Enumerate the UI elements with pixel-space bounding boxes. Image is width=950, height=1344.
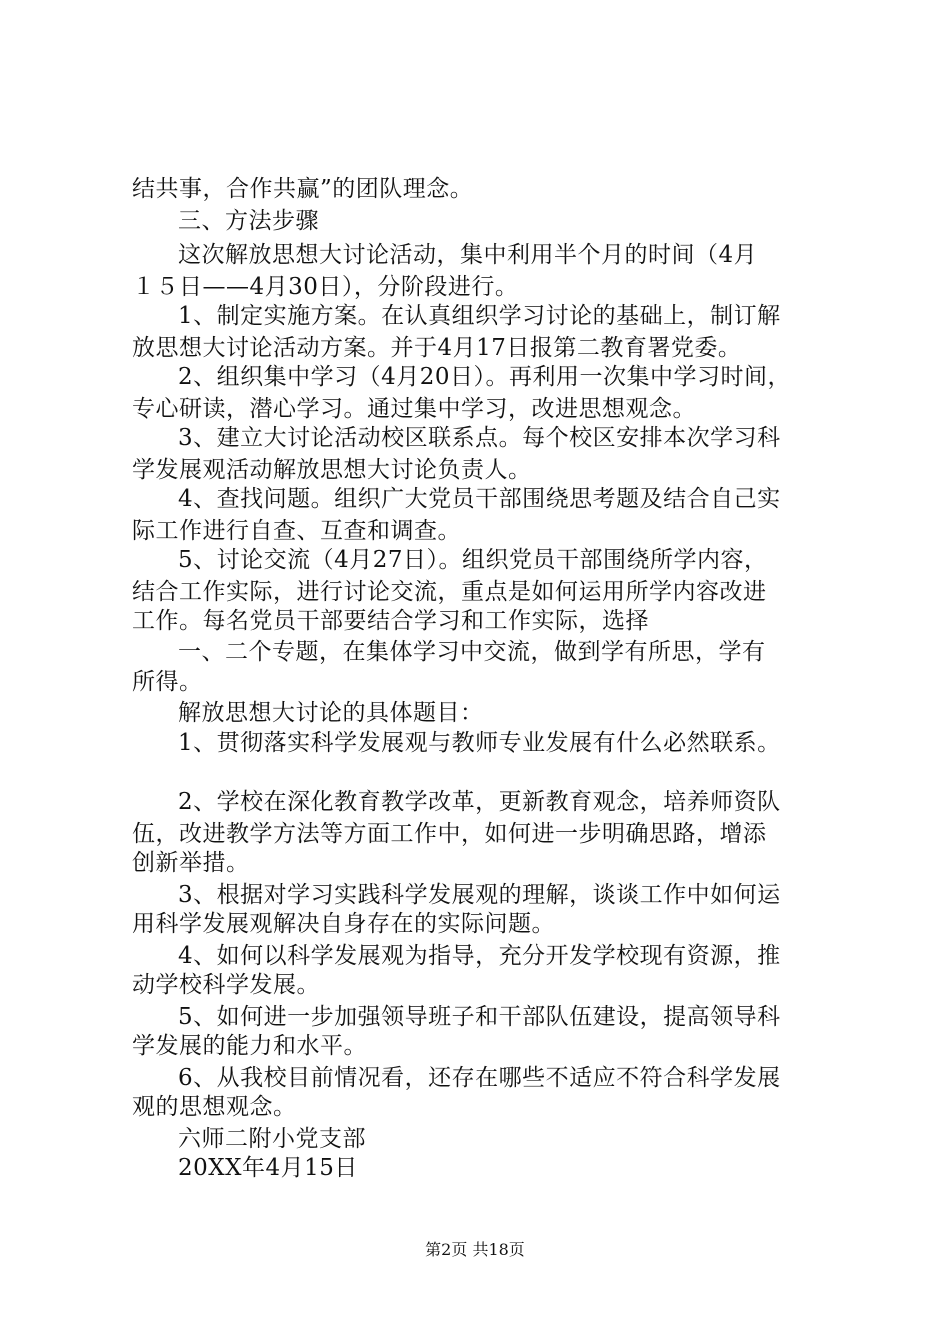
- text-line: 一、二个专题，在集体学习中交流，做到学有所思，学有: [178, 639, 766, 665]
- text-line: 动学校科学发展。: [132, 972, 320, 998]
- text-line: 创新举措。: [132, 850, 250, 876]
- text-line: 用科学发展观解决自身存在的实际问题。: [132, 911, 555, 937]
- text-line: 4、查找问题。组织广大党员干部围绕思考题及结合自己实: [178, 486, 781, 512]
- topic-item: 3、根据对学习实践科学发展观的理解，谈谈工作中如何运: [178, 882, 781, 908]
- topics-heading: 解放思想大讨论的具体题目：: [178, 700, 484, 726]
- topic-item: 2、学校在深化教育教学改革，更新教育观念，培养师资队: [178, 789, 781, 815]
- page-number: 第2页 共18页: [425, 1240, 525, 1259]
- text-line: 学发展的能力和水平。: [132, 1033, 367, 1059]
- text-line: 学发展观活动解放思想大讨论负责人。: [132, 457, 532, 483]
- text-line: １５日——4月30日），分阶段进行。: [132, 274, 519, 300]
- text-line: 观的思想观念。: [132, 1094, 297, 1120]
- text-line: 2、组织集中学习（4月20日）。再利用一次集中学习时间，: [178, 364, 792, 390]
- text-line: 结共事，合作共赢”的团队理念。: [132, 176, 474, 202]
- section-heading: 三、方法步骤: [178, 208, 319, 234]
- text-line: 结合工作实际，进行讨论交流，重点是如何运用所学内容改进: [132, 579, 767, 605]
- text-line: 际工作进行自查、互查和调查。: [132, 518, 461, 544]
- signature-organization: 六师二附小党支部: [178, 1126, 366, 1152]
- topic-item: 1、贯彻落实科学发展观与教师专业发展有什么必然联系。: [178, 730, 781, 756]
- text-line: 所得。: [132, 669, 203, 695]
- text-line: 1、制定实施方案。在认真组织学习讨论的基础上，制订解: [178, 303, 781, 329]
- text-line: 工作。每名党员干部要结合学习和工作实际，选择: [132, 608, 649, 634]
- text-line: 放思想大讨论活动方案。并于4月17日报第二教育署党委。: [132, 335, 742, 361]
- topic-item: 6、从我校目前情况看，还存在哪些不适应不符合科学发展: [178, 1065, 781, 1091]
- text-line: 这次解放思想大讨论活动，集中利用半个月的时间（4月: [178, 242, 758, 268]
- text-line: 3、建立大讨论活动校区联系点。每个校区安排本次学习科: [178, 425, 781, 451]
- text-line: 专心研读，潜心学习。通过集中学习，改进思想观念。: [132, 396, 696, 422]
- topic-item: 5、如何进一步加强领导班子和干部队伍建设，提高领导科: [178, 1004, 781, 1030]
- signature-date: 20XX年4月15日: [178, 1155, 358, 1181]
- text-line: 伍，改进教学方法等方面工作中，如何进一步明确思路，增添: [132, 821, 767, 847]
- text-line: 5、讨论交流（4月27日）。组织党员干部围绕所学内容，: [178, 547, 768, 573]
- topic-item: 4、如何以科学发展观为指导，充分开发学校现有资源，推: [178, 943, 781, 969]
